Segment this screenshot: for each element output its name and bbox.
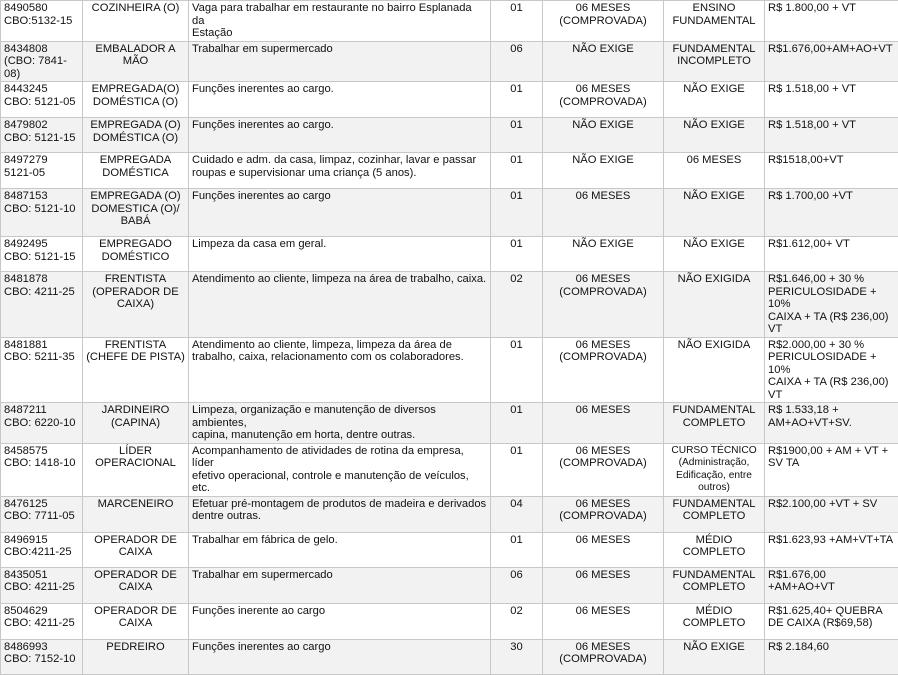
salary-cell xyxy=(765,1,898,42)
cbo-code-line: 8443245 xyxy=(4,83,79,96)
cbo-code-cell xyxy=(1,118,83,153)
job-title-cell xyxy=(83,532,189,567)
vacancies-cell: 01 xyxy=(491,189,543,237)
salary-cell xyxy=(765,639,898,674)
experience-line: 06 MESES xyxy=(546,445,660,458)
description-line: Atendimento ao cliente, limpeza, limpeza da área de xyxy=(192,339,487,352)
cbo-code-line: CBO: 4211-25 xyxy=(4,617,79,630)
salary-cell xyxy=(765,403,898,444)
job-title-line: DOMÉSTICA (O) xyxy=(86,96,185,109)
education-line: COMPLETO xyxy=(667,510,761,523)
description-line: trabalho, caixa, relacionamento com os colaboradores. xyxy=(192,351,487,364)
salary-cell xyxy=(765,118,898,153)
description-line: Limpeza, organização e manutenção de diversos ambientes, xyxy=(192,404,487,429)
description-cell xyxy=(189,41,491,82)
description-line: Funções inerentes ao cargo. xyxy=(192,83,487,96)
description-cell xyxy=(189,403,491,444)
education-line: NÃO EXIGE xyxy=(667,641,761,654)
job-title-line: EMBALADOR A xyxy=(86,43,185,56)
cbo-code-line: 8458575 xyxy=(4,445,79,458)
description-cell xyxy=(189,118,491,153)
cbo-code-line: 8476125 xyxy=(4,498,79,511)
education-cell xyxy=(664,118,765,153)
job-title-line: EMPREGADA(O) xyxy=(86,83,185,96)
table-row xyxy=(1,603,898,639)
salary-line: SV TA xyxy=(768,457,895,470)
education-line: NÃO EXIGE xyxy=(667,238,761,251)
experience-line: 06 MESES xyxy=(546,190,660,203)
experience-line: 06 MESES xyxy=(546,605,660,618)
experience-cell xyxy=(543,603,664,639)
experience-line: 06 MESES xyxy=(546,404,660,417)
education-line: COMPLETO xyxy=(667,581,761,594)
job-title-cell xyxy=(83,639,189,674)
education-line: NÃO EXIGIDA xyxy=(667,273,761,286)
description-line: Funções inerentes ao cargo xyxy=(192,190,487,203)
cbo-code-line: (CBO: 7841-08) xyxy=(4,55,79,80)
education-cell xyxy=(664,41,765,82)
table-row xyxy=(1,1,898,42)
cbo-code-line: CBO: 5211-35 xyxy=(4,351,79,364)
vacancies-cell: 01 xyxy=(491,153,543,189)
experience-line: 06 MESES xyxy=(546,2,660,15)
description-cell xyxy=(189,639,491,674)
table-row xyxy=(1,41,898,82)
experience-line: 06 MESES xyxy=(546,83,660,96)
salary-cell xyxy=(765,189,898,237)
education-line: NÃO EXIGE xyxy=(667,119,761,132)
description-cell xyxy=(189,443,491,496)
experience-line: 06 MESES xyxy=(546,641,660,654)
experience-cell xyxy=(543,153,664,189)
education-cell xyxy=(664,403,765,444)
job-title-line: CAIXA) xyxy=(86,298,185,311)
experience-cell xyxy=(543,272,664,338)
table-row xyxy=(1,567,898,603)
cbo-code-cell xyxy=(1,272,83,338)
salary-line: R$1.676,00+AM+AO+VT xyxy=(768,43,895,56)
table-body xyxy=(1,1,898,675)
cbo-code-line: 8492495 xyxy=(4,238,79,251)
education-cell xyxy=(664,639,765,674)
education-line: Edificação, entre outros) xyxy=(667,470,761,495)
salary-line: R$ 1.800,00 + VT xyxy=(768,2,895,15)
experience-line: (COMPROVADA) xyxy=(546,510,660,523)
salary-cell xyxy=(765,41,898,82)
education-line: NÃO EXIGE xyxy=(667,190,761,203)
vacancies-cell: 01 xyxy=(491,337,543,403)
job-title-line: FRENTISTA xyxy=(86,339,185,352)
description-cell xyxy=(189,496,491,532)
job-title-line: JARDINEIRO xyxy=(86,404,185,417)
job-title-cell xyxy=(83,337,189,403)
experience-line: (COMPROVADA) xyxy=(546,351,660,364)
salary-cell xyxy=(765,603,898,639)
experience-cell xyxy=(543,567,664,603)
experience-cell xyxy=(543,189,664,237)
salary-cell xyxy=(765,337,898,403)
experience-cell xyxy=(543,237,664,272)
job-title-line: DOMÉSTICA xyxy=(86,167,185,180)
job-title-cell xyxy=(83,118,189,153)
education-cell xyxy=(664,82,765,118)
education-cell xyxy=(664,237,765,272)
experience-cell xyxy=(543,82,664,118)
education-cell xyxy=(664,189,765,237)
description-line: Trabalhar em supermercado xyxy=(192,43,487,56)
experience-line: 06 MESES xyxy=(546,534,660,547)
table-row xyxy=(1,272,898,338)
education-cell xyxy=(664,443,765,496)
cbo-code-line: CBO: 5121-15 xyxy=(4,132,79,145)
description-line: Cuidado e adm. da casa, limpaz, cozinhar, lavar e passar xyxy=(192,154,487,167)
vacancies-cell: 01 xyxy=(491,237,543,272)
cbo-code-line: 8490580 xyxy=(4,2,79,15)
education-cell xyxy=(664,603,765,639)
table-row xyxy=(1,237,898,272)
vacancies-cell: 30 xyxy=(491,639,543,674)
job-title-line: COZINHEIRA (O) xyxy=(86,2,185,15)
job-title-cell xyxy=(83,403,189,444)
experience-cell xyxy=(543,337,664,403)
job-title-line: EMPREGADA (O) xyxy=(86,190,185,203)
job-title-line: PEDREIRO xyxy=(86,641,185,654)
cbo-code-line: CBO: 5121-10 xyxy=(4,203,79,216)
education-line: FUNDAMENTAL xyxy=(667,404,761,417)
description-line: Estação xyxy=(192,27,487,40)
table-row xyxy=(1,337,898,403)
job-title-line: OPERADOR DE xyxy=(86,569,185,582)
vacancies-cell: 02 xyxy=(491,603,543,639)
salary-line: R$ 1.533,18 + xyxy=(768,404,895,417)
description-cell xyxy=(189,82,491,118)
job-title-line: EMPREGADA (O) xyxy=(86,119,185,132)
cbo-code-cell xyxy=(1,639,83,674)
cbo-code-line: 8479802 xyxy=(4,119,79,132)
job-title-line: (OPERADOR DE xyxy=(86,286,185,299)
job-title-line: DOMÉSTICA (O) xyxy=(86,132,185,145)
description-line: Efetuar pré-montagem de produtos de madeira e derivados xyxy=(192,498,487,511)
education-line: FUNDAMENTAL xyxy=(667,569,761,582)
table-row xyxy=(1,496,898,532)
job-title-line: OPERACIONAL xyxy=(86,457,185,470)
description-line: capina, manutenção em horta, dentre outras. xyxy=(192,429,487,442)
salary-line: CAIXA + TA (R$ 236,00) VT xyxy=(768,311,895,336)
vacancies-cell: 04 xyxy=(491,496,543,532)
table-row xyxy=(1,532,898,567)
job-title-line: MÃO xyxy=(86,55,185,68)
cbo-code-line: CBO:4211-25 xyxy=(4,546,79,559)
job-title-line: MARCENEIRO xyxy=(86,498,185,511)
vacancies-cell: 01 xyxy=(491,82,543,118)
cbo-code-line: CBO: 7152-10 xyxy=(4,653,79,666)
education-line: FUNDAMENTAL xyxy=(667,15,761,28)
experience-cell xyxy=(543,532,664,567)
cbo-code-line: 8504629 xyxy=(4,605,79,618)
description-line: Limpeza da casa em geral. xyxy=(192,238,487,251)
job-title-line: CAIXA xyxy=(86,581,185,594)
education-line: ENSINO xyxy=(667,2,761,15)
salary-line: R$ 1.518,00 + VT xyxy=(768,83,895,96)
experience-line: (COMPROVADA) xyxy=(546,15,660,28)
education-line: (Administração, xyxy=(667,457,761,470)
education-line: MÉDIO COMPLETO xyxy=(667,605,761,630)
salary-line: DE CAIXA (R$69,58) xyxy=(768,617,895,630)
cbo-code-line: CBO: 5121-05 xyxy=(4,96,79,109)
cbo-code-cell xyxy=(1,567,83,603)
cbo-code-line: CBO:5132-15 xyxy=(4,15,79,28)
experience-line: NÃO EXIGE xyxy=(546,238,660,251)
job-title-line: FRENTISTA xyxy=(86,273,185,286)
experience-line: 06 MESES xyxy=(546,569,660,582)
cbo-code-cell xyxy=(1,237,83,272)
salary-cell xyxy=(765,153,898,189)
education-cell xyxy=(664,153,765,189)
experience-line: (COMPROVADA) xyxy=(546,457,660,470)
cbo-code-line: CBO: 1418-10 xyxy=(4,457,79,470)
job-title-cell xyxy=(83,82,189,118)
experience-line: NÃO EXIGE xyxy=(546,119,660,132)
salary-line: R$1518,00+VT xyxy=(768,154,895,167)
vacancies-cell: 01 xyxy=(491,443,543,496)
vacancies-cell: 06 xyxy=(491,41,543,82)
cbo-code-cell xyxy=(1,337,83,403)
cbo-code-cell xyxy=(1,443,83,496)
cbo-code-cell xyxy=(1,189,83,237)
description-cell xyxy=(189,153,491,189)
table-row xyxy=(1,153,898,189)
education-line: NÃO EXIGIDA xyxy=(667,339,761,352)
vacancies-cell: 06 xyxy=(491,567,543,603)
job-title-cell xyxy=(83,41,189,82)
cbo-code-line: 8496915 xyxy=(4,534,79,547)
cbo-code-line: CBO: 7711-05 xyxy=(4,510,79,523)
education-cell xyxy=(664,337,765,403)
experience-cell xyxy=(543,118,664,153)
table-row xyxy=(1,189,898,237)
table-row xyxy=(1,403,898,444)
cbo-code-cell xyxy=(1,496,83,532)
salary-line: PERICULOSIDADE + 10% xyxy=(768,351,895,376)
education-line: FUNDAMENTAL xyxy=(667,498,761,511)
cbo-code-cell xyxy=(1,603,83,639)
salary-cell xyxy=(765,532,898,567)
cbo-code-cell xyxy=(1,41,83,82)
description-cell xyxy=(189,532,491,567)
job-title-cell xyxy=(83,237,189,272)
vacancies-cell: 01 xyxy=(491,1,543,42)
job-title-line: OPERADOR DE xyxy=(86,605,185,618)
description-line: Trabalhar em fábrica de gelo. xyxy=(192,534,487,547)
salary-line: R$2.000,00 + 30 % xyxy=(768,339,895,352)
table-row xyxy=(1,118,898,153)
vacancies-cell: 01 xyxy=(491,532,543,567)
education-cell xyxy=(664,1,765,42)
experience-line: NÃO EXIGE xyxy=(546,43,660,56)
job-title-cell xyxy=(83,189,189,237)
education-line: MÉDIO COMPLETO xyxy=(667,534,761,559)
salary-cell xyxy=(765,567,898,603)
job-title-cell xyxy=(83,603,189,639)
job-title-cell xyxy=(83,567,189,603)
experience-line: 06 MESES xyxy=(546,498,660,511)
cbo-code-line: 8434808 xyxy=(4,43,79,56)
cbo-code-line: 8481878 xyxy=(4,273,79,286)
description-line: Funções inerente ao cargo xyxy=(192,605,487,618)
table-row xyxy=(1,82,898,118)
job-title-line: LÍDER xyxy=(86,445,185,458)
experience-cell xyxy=(543,496,664,532)
description-line: Trabalhar em supermercado xyxy=(192,569,487,582)
salary-line: R$1.612,00+ VT xyxy=(768,238,895,251)
salary-line: R$ 1.700,00 +VT xyxy=(768,190,895,203)
job-title-line: OPERADOR DE xyxy=(86,534,185,547)
experience-line: NÃO EXIGE xyxy=(546,154,660,167)
description-line: efetivo operacional, controle e manutenção de veículos, etc. xyxy=(192,470,487,495)
salary-cell xyxy=(765,496,898,532)
cbo-code-line: CBO: 5121-15 xyxy=(4,251,79,264)
salary-line: R$1.623,93 +AM+VT+TA xyxy=(768,534,895,547)
table-row xyxy=(1,639,898,674)
cbo-code-line: CBO: 6220-10 xyxy=(4,417,79,430)
cbo-code-line: 8487211 xyxy=(4,404,79,417)
experience-cell xyxy=(543,41,664,82)
salary-line: R$ 1.518,00 + VT xyxy=(768,119,895,132)
job-title-line: (CAPINA) xyxy=(86,417,185,430)
job-title-cell xyxy=(83,443,189,496)
cbo-code-line: CBO: 4211-25 xyxy=(4,286,79,299)
job-title-line: CAIXA xyxy=(86,617,185,630)
job-title-cell xyxy=(83,153,189,189)
table-row xyxy=(1,443,898,496)
education-line: COMPLETO xyxy=(667,417,761,430)
education-cell xyxy=(664,532,765,567)
experience-cell xyxy=(543,443,664,496)
description-line: dentre outras. xyxy=(192,510,487,523)
cbo-code-cell xyxy=(1,1,83,42)
experience-line: (COMPROVADA) xyxy=(546,96,660,109)
salary-line: R$1.676,00 +AM+AO+VT xyxy=(768,569,895,594)
education-cell xyxy=(664,272,765,338)
description-line: roupas e supervisionar uma criança (5 anos). xyxy=(192,167,487,180)
description-cell xyxy=(189,603,491,639)
education-line: INCOMPLETO xyxy=(667,55,761,68)
experience-cell xyxy=(543,403,664,444)
vacancies-cell: 01 xyxy=(491,403,543,444)
salary-line: R$1900,00 + AM + VT + xyxy=(768,445,895,458)
vacancies-cell: 01 xyxy=(491,118,543,153)
education-cell xyxy=(664,496,765,532)
job-title-cell xyxy=(83,1,189,42)
description-line: Funções inerentes ao cargo xyxy=(192,641,487,654)
education-line: CURSO TÉCNICO xyxy=(667,445,761,458)
description-cell xyxy=(189,272,491,338)
job-title-line: (CHEFE DE PISTA) xyxy=(86,351,185,364)
experience-line: (COMPROVADA) xyxy=(546,653,660,666)
salary-line: PERICULOSIDADE + 10% xyxy=(768,286,895,311)
cbo-code-cell xyxy=(1,403,83,444)
description-line: Vaga para trabalhar em restaurante no bairro Esplanada da xyxy=(192,2,487,27)
job-title-cell xyxy=(83,272,189,338)
experience-line: (COMPROVADA) xyxy=(546,286,660,299)
salary-cell xyxy=(765,443,898,496)
description-line: Acompanhamento de atividades de rotina da empresa, líder xyxy=(192,445,487,470)
description-cell xyxy=(189,567,491,603)
experience-cell xyxy=(543,639,664,674)
salary-line: R$1.646,00 + 30 % xyxy=(768,273,895,286)
cbo-code-cell xyxy=(1,532,83,567)
salary-cell xyxy=(765,237,898,272)
job-title-line: EMPREGADO xyxy=(86,238,185,251)
cbo-code-line: 8435051 xyxy=(4,569,79,582)
description-line: Atendimento ao cliente, limpeza na área de trabalho, caixa. xyxy=(192,273,487,286)
job-title-line: BABÁ xyxy=(86,215,185,228)
salary-line: R$2.100,00 +VT + SV xyxy=(768,498,895,511)
cbo-code-line: 8487153 xyxy=(4,190,79,203)
education-cell xyxy=(664,567,765,603)
salary-line: R$1.625,40+ QUEBRA xyxy=(768,605,895,618)
education-line: FUNDAMENTAL xyxy=(667,43,761,56)
salary-line: CAIXA + TA (R$ 236,00) VT xyxy=(768,376,895,401)
description-cell xyxy=(189,189,491,237)
salary-cell xyxy=(765,82,898,118)
education-line: NÃO EXIGE xyxy=(667,83,761,96)
cbo-code-line: 5121-05 xyxy=(4,167,79,180)
cbo-code-line: CBO: 4211-25 xyxy=(4,581,79,594)
job-title-line: CAIXA xyxy=(86,546,185,559)
description-cell xyxy=(189,1,491,42)
job-title-line: EMPREGADA xyxy=(86,154,185,167)
cbo-code-line: 8481881 xyxy=(4,339,79,352)
experience-line: 06 MESES xyxy=(546,339,660,352)
cbo-code-cell xyxy=(1,153,83,189)
cbo-code-line: 8486993 xyxy=(4,641,79,654)
description-line: Funções inerentes ao cargo. xyxy=(192,119,487,132)
cbo-code-line: 8497279 xyxy=(4,154,79,167)
salary-line: R$ 2.184,60 xyxy=(768,641,895,654)
description-cell xyxy=(189,237,491,272)
education-line: 06 MESES xyxy=(667,154,761,167)
salary-line: AM+AO+VT+SV. xyxy=(768,417,895,430)
experience-cell xyxy=(543,1,664,42)
description-cell xyxy=(189,337,491,403)
experience-line: 06 MESES xyxy=(546,273,660,286)
vacancies-cell: 02 xyxy=(491,272,543,338)
job-title-line: DOMÉSTICO xyxy=(86,251,185,264)
salary-cell xyxy=(765,272,898,338)
job-title-cell xyxy=(83,496,189,532)
job-title-line: DOMESTICA (O)/ xyxy=(86,203,185,216)
cbo-code-cell xyxy=(1,82,83,118)
